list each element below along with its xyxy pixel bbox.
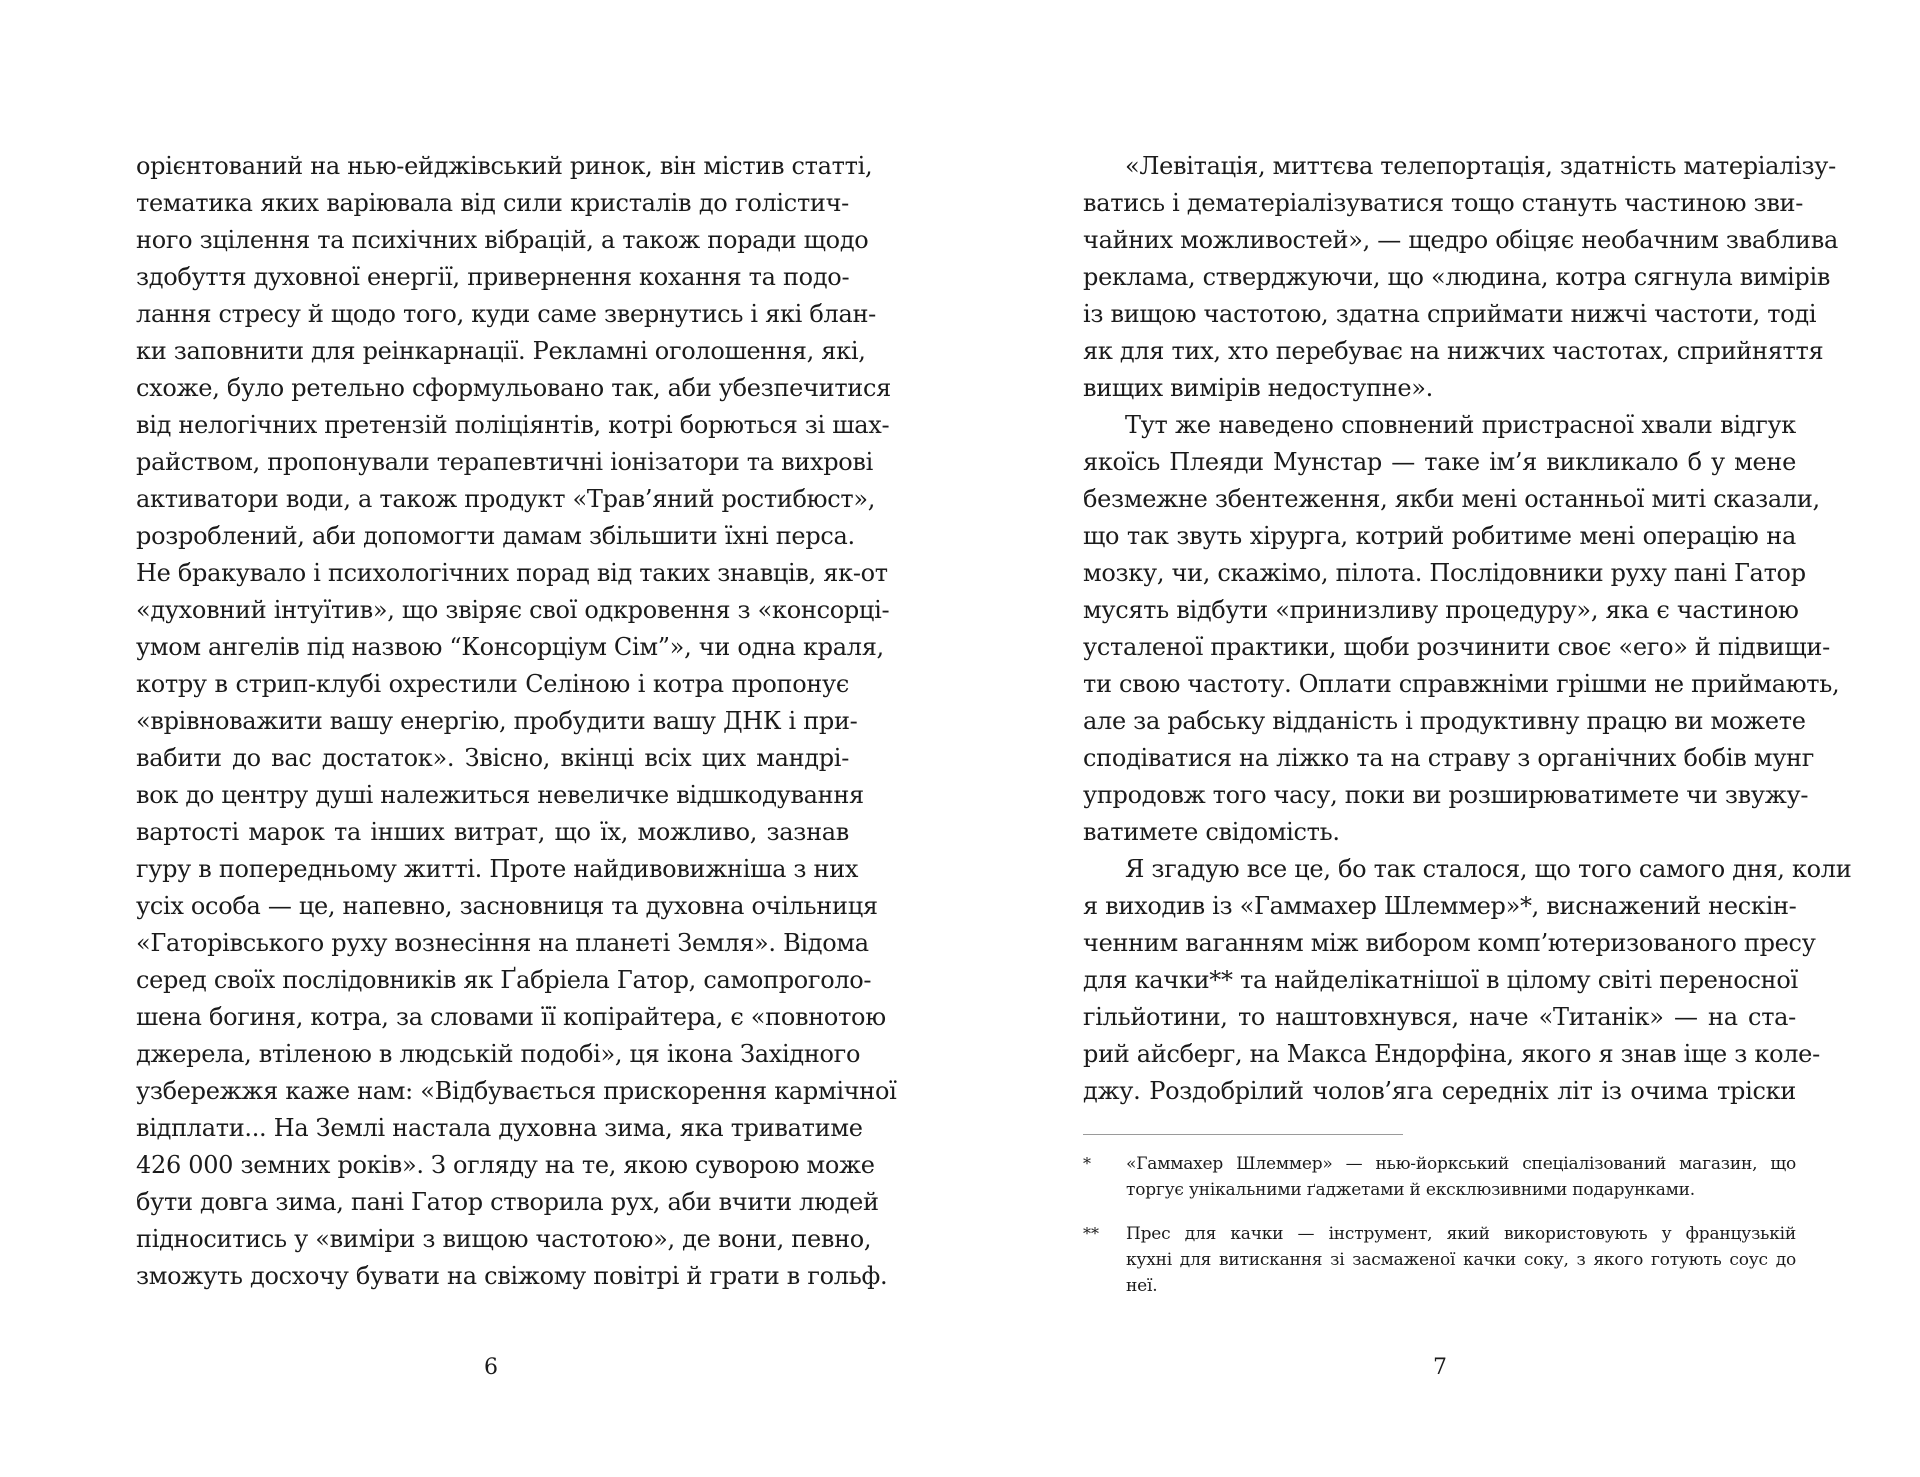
text-line: узбережжя каже нам: «Відбувається прискорення кармічної	[136, 1077, 897, 1105]
footnote-mark: *	[1083, 1154, 1091, 1173]
text-line: тематика яких варіювала від сили кристалів до голістич-	[136, 189, 849, 217]
footnote-divider	[1083, 1134, 1403, 1135]
paragraph	[1083, 148, 1838, 407]
text-line: джу. Роздобрілий чолов’яга середніх літ із очима тріски	[1083, 1077, 1796, 1105]
text-line: схоже, було ретельно сформульовано так, аби убезпечитися	[136, 374, 891, 402]
text-line: зможуть досхочу бувати на свіжому повітрі й грати в гольф.	[136, 1262, 888, 1290]
text-line: бути довга зима, пані Гатор створила рух, аби вчити людей	[136, 1188, 879, 1216]
text-line: відплати... На Землі настала духовна зима, яка триватиме	[136, 1114, 863, 1142]
text-line: для качки** та найделікатнішої в цілому світі переносної	[1083, 966, 1798, 994]
text-line: підноситись у «виміри з вищою частотою», де вони, певно,	[136, 1225, 872, 1253]
text-line: здобуття духовної енергії, привернення кохання та подо-	[136, 263, 850, 291]
text-line: якоїсь Плеяди Мунстар — таке ім’я викликало б у мене	[1083, 448, 1796, 476]
text-line: як для тих, хто перебуває на нижчих частотах, сприйняття	[1083, 337, 1824, 365]
text-line: Не бракувало і психологічних порад від таких знавців, як-от	[136, 559, 888, 587]
text-line: «врівноважити вашу енергію, пробудити вашу ДНК і при-	[136, 707, 858, 735]
text-line: із вищою частотою, здатна сприймати нижчі частоти, тоді	[1083, 300, 1817, 328]
text-line: активатори води, а також продукт «Трав’яний ростибюст»,	[136, 485, 876, 513]
text-line: мусять відбути «принизливу процедуру», яка є частиною	[1083, 596, 1799, 624]
text-line: Тут же наведено сповнений пристрасної хвали відгук	[1125, 411, 1796, 439]
text-line: мозку, чи, скажімо, пілота. Послідовники руху пані Гатор	[1083, 559, 1806, 587]
text-line: ченним ваганням між вибором комп’ютеризованого пресу	[1083, 929, 1816, 957]
text-line: я виходив із «Гаммахер Шлеммер»*, виснажений нескін-	[1083, 892, 1797, 920]
text-line: ватимете свідомість.	[1083, 818, 1340, 846]
text-line: вабити до вас достаток». Звісно, вкінці всіх цих мандрі-	[136, 744, 849, 772]
text-line: упродовж того часу, поки ви розширюватимете чи звужу-	[1083, 781, 1809, 809]
paragraph	[1083, 851, 1852, 1110]
text-line: ки заповнити для реінкарнації. Рекламні оголошення, які,	[136, 337, 866, 365]
text-line: серед своїх послідовників як Ґабріела Гатор, самопроголо-	[136, 966, 872, 994]
text-line: сподіватися на ліжко та на страву з органічних бобів мунг	[1083, 744, 1814, 772]
paragraph	[136, 148, 897, 1295]
page-number-right: 7	[1433, 1355, 1447, 1380]
footnote	[1083, 1221, 1796, 1299]
text-line: безмежне збентеження, якби мені останньої миті сказали,	[1083, 485, 1820, 513]
text-line: від нелогічних претензій поліціянтів, котрі борються зі шах-	[136, 411, 890, 439]
text-line: «Левітація, миттєва телепортація, здатність матеріалізу-	[1125, 152, 1836, 180]
text-line: ватись і дематеріалізуватися тощо стануть частиною зви-	[1083, 189, 1804, 217]
footnote-line: Прес для качки — інструмент, який використовують у французькій	[1126, 1224, 1796, 1244]
text-line: вок до центру душі належиться невеличке відшкодування	[136, 781, 864, 809]
text-line: що так звуть хірурга, котрий робитиме мені операцію на	[1083, 522, 1796, 550]
left-page	[136, 148, 897, 1295]
text-line: ного зцілення та психічних вібрацій, а також поради щодо	[136, 226, 869, 254]
text-line: 426 000 земних років». З огляду на те, якою суворою може	[136, 1151, 875, 1179]
text-line: умом ангелів під назвою “Консорціум Сім”», чи одна краля,	[136, 633, 884, 661]
page-number-left: 6	[484, 1355, 498, 1380]
text-line: орієнтований на нью-ейджівський ринок, він містив статті,	[136, 152, 873, 180]
footnote-line: кухні для витискання зі засмаженої качки соку, з якого готують соус до	[1126, 1250, 1796, 1270]
footnote-line: неї.	[1126, 1276, 1158, 1296]
text-line: усталеної практики, щоби розчинити своє «его» й підвищи-	[1083, 633, 1830, 661]
text-line: «Гаторівського руху вознесіння на планеті Земля». Відома	[136, 929, 869, 957]
text-line: «духовний інтуїтив», що звіряє свої одкровення з «консорці-	[136, 596, 890, 624]
footnote	[1083, 1151, 1796, 1203]
text-line: але за рабську відданість і продуктивну працю ви можете	[1083, 707, 1806, 735]
text-line: гільйотини, то наштовхнувся, наче «Титанік» — на ста-	[1083, 1003, 1796, 1031]
paragraph	[1083, 407, 1840, 851]
text-line: усіх особа — це, напевно, засновниця та духовна очільниця	[136, 892, 878, 920]
text-line: шена богиня, котра, за словами її копірайтера, є «повнотою	[136, 1003, 886, 1031]
text-line: чайних можливостей», — щедро обіцяє необачним зваблива	[1083, 226, 1838, 254]
text-line: котру в стрип-клубі охрестили Селіною і котра пропонує	[136, 670, 849, 698]
text-line: райством, пропонували терапевтичні іонізатори та вихрові	[136, 448, 874, 476]
text-line: гуру в попередньому житті. Проте найдивовижніша з них	[136, 855, 859, 883]
text-line: рий айсберг, на Макса Ендорфіна, якого я знав іще з коле-	[1083, 1040, 1820, 1068]
footnote-line: торгує унікальними ґаджетами й ексклюзивними подарунками.	[1126, 1180, 1696, 1200]
text-line: ти свою частоту. Оплати справжніми грішми не приймають,	[1083, 670, 1840, 698]
text-line: вартості марок та інших витрат, що їх, можливо, зазнав	[136, 818, 849, 846]
text-line: джерела, втіленою в людській подобі», ця ікона Західного	[136, 1040, 861, 1068]
text-line: Я згадую все це, бо так сталося, що того самого дня, коли	[1125, 855, 1852, 883]
text-line: розроблений, аби допомогти дамам збільшити їхні перса.	[136, 522, 855, 550]
footnote-line: «Гаммахер Шлеммер» — нью-йоркський спеціалізований магазин, що	[1126, 1154, 1796, 1174]
text-line: вищих вимірів недоступне».	[1083, 374, 1433, 402]
text-line: лання стресу й щодо того, куди саме звернутись і які блан-	[136, 300, 876, 328]
right-page	[1083, 148, 1852, 1317]
footnote-mark: **	[1083, 1224, 1099, 1243]
text-line: реклама, стверджуючи, що «людина, котра сягнула вимірів	[1083, 263, 1831, 291]
